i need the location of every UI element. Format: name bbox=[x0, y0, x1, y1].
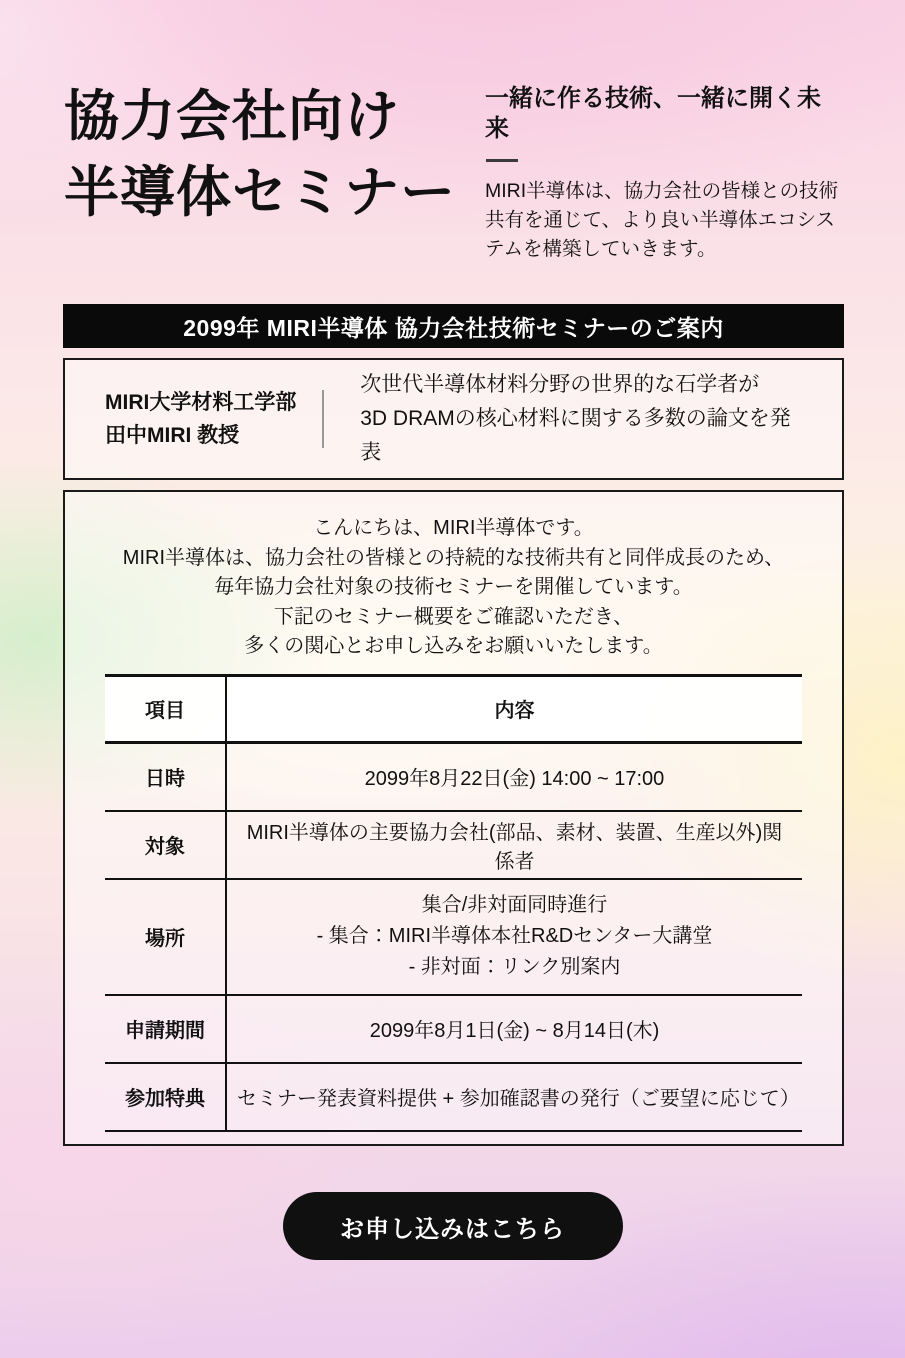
greeting-text bbox=[105, 514, 802, 662]
row-label-benefits: 参加特典 bbox=[105, 1063, 226, 1131]
page-title-line2: 半導体セミナー bbox=[64, 161, 457, 223]
tagline-divider bbox=[486, 159, 518, 162]
table-row bbox=[105, 879, 802, 995]
tagline-block bbox=[485, 84, 843, 264]
greeting-line: 毎年協力会社対象の技術セミナーを開催しています。 bbox=[214, 576, 693, 598]
row-content-audience: MIRI半導体の主要協力会社(部品、素材、装置、生産以外)関係者 bbox=[226, 811, 802, 879]
page-title-line1: 協力会社向け bbox=[64, 85, 401, 147]
speaker-affiliation: MIRI大学材料工学部 bbox=[105, 391, 297, 414]
speaker-description-line1: 次世代半導体材料分野の世界的な石学者が bbox=[360, 373, 760, 396]
row-content-benefits: セミナー発表資料提供 + 参加確認書の発行（ご要望に応じて） bbox=[226, 1063, 802, 1131]
row-content-datetime: 2099年8月22日(金) 14:00 ~ 17:00 bbox=[226, 742, 802, 811]
speaker-description bbox=[360, 368, 802, 470]
table-header-row bbox=[105, 675, 802, 742]
row-label-datetime: 日時 bbox=[105, 742, 226, 811]
greeting-line: 多くの関心とお申し込みをお願いいたします。 bbox=[244, 635, 663, 657]
column-header-item: 項目 bbox=[105, 675, 226, 742]
banner-heading: 2099年 MIRI半導体 協力会社技術セミナーのご案内 bbox=[63, 304, 844, 348]
speaker-name: 田中MIRI 教授 bbox=[105, 424, 240, 447]
column-header-content: 内容 bbox=[226, 675, 802, 742]
apply-button[interactable]: お申し込みはこちら bbox=[283, 1192, 623, 1260]
place-line: - 非対面：リンク別案内 bbox=[408, 956, 621, 978]
row-label-audience: 対象 bbox=[105, 811, 226, 879]
speaker-description-line2: 3D DRAMの核心材料に関する多数の論文を発表 bbox=[360, 407, 791, 464]
table-row bbox=[105, 742, 802, 811]
speaker-card bbox=[63, 358, 844, 480]
hero-section bbox=[64, 78, 843, 264]
greeting-line: こんにちは、MIRI半導体です。 bbox=[313, 517, 594, 539]
row-label-place: 場所 bbox=[105, 879, 226, 995]
speaker-divider bbox=[322, 390, 324, 448]
place-line: - 集合：MIRI半導体本社R&Dセンター大講堂 bbox=[316, 925, 713, 947]
row-content-place bbox=[226, 879, 802, 995]
greeting-line: 下記のセミナー概要をご確認いただき、 bbox=[273, 605, 634, 628]
cta-section bbox=[0, 1192, 905, 1260]
speaker-info bbox=[105, 386, 322, 452]
page-title bbox=[64, 78, 456, 230]
seminar-flyer-page bbox=[0, 78, 905, 1358]
tagline-heading: 一緒に作る技術、一緒に開く未来 bbox=[485, 85, 821, 142]
row-content-application-period: 2099年8月1日(金) ~ 8月14日(木) bbox=[226, 995, 802, 1063]
table-row bbox=[105, 811, 802, 879]
seminar-detail-card bbox=[63, 490, 844, 1146]
seminar-table bbox=[105, 674, 802, 1132]
greeting-line: MIRI半導体は、協力会社の皆様との持続的な技術共有と同伴成長のため、 bbox=[122, 546, 785, 569]
place-line: 集合/非対面同時進行 bbox=[421, 894, 608, 916]
row-label-application-period: 申請期間 bbox=[105, 995, 226, 1063]
table-row bbox=[105, 1063, 802, 1131]
table-row bbox=[105, 995, 802, 1063]
tagline-body: MIRI半導体は、協力会社の皆様との技術共有を通じて、より良い半導体エコシステムを構築していきます。 bbox=[485, 180, 839, 260]
